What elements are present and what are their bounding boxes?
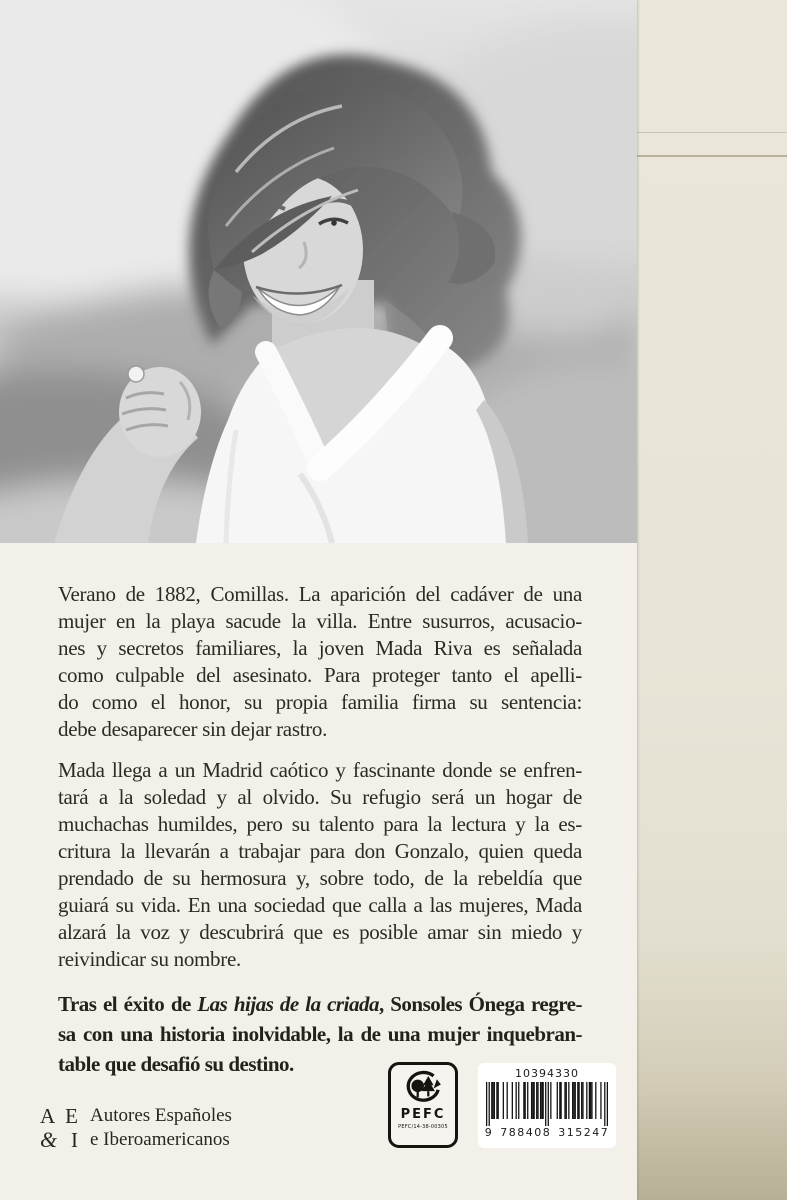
synopsis-line: guiará su vida. En una sociedad que calla a las mujeres, Mada — [58, 893, 582, 917]
backdrop-seam-line — [637, 132, 787, 133]
pefc-label: PEFC — [400, 1107, 446, 1122]
synopsis-paragraph — [58, 757, 582, 973]
pefc-certification-badge — [388, 1062, 458, 1148]
synopsis-line: Verano de 1882, Comillas. La aparición del cadáver de una — [58, 582, 582, 606]
publisher-logo — [40, 1104, 232, 1152]
monogram-ampersand: & — [40, 1127, 58, 1152]
monogram-letter-i: I — [71, 1128, 78, 1152]
synopsis-line: muchachas humildes, pero su talento para la lectura y la es- — [58, 812, 582, 836]
synopsis-line: como culpable del asesinato. Para proteger tanto el apelli- — [58, 663, 582, 687]
ring — [128, 366, 144, 382]
barcode-bars — [486, 1082, 608, 1126]
synopsis-line: tará a la soledad y al olvido. Su refugio será un hogar de — [58, 785, 582, 809]
synopsis-line: do como el honor, su propia familia firma su sentencia: — [58, 690, 582, 714]
barcode-label — [478, 1063, 616, 1148]
publisher-name — [90, 1104, 232, 1152]
synopsis-paragraph — [58, 581, 582, 743]
publisher-monogram — [40, 1104, 80, 1152]
synopsis-line: mujer en la playa sacude la villa. Entre susurros, acusacio- — [58, 609, 582, 633]
synopsis-line: table que desafió su destino. — [58, 1052, 294, 1076]
backdrop — [637, 0, 787, 1200]
publisher-name-line2: e Iberoamericanos — [90, 1129, 230, 1150]
synopsis-line: reivindicar su nombre. — [58, 947, 241, 971]
backdrop-seam-line — [637, 155, 787, 157]
barcode-digit-group: 788408 — [500, 1126, 552, 1139]
monogram-row-2 — [40, 1128, 78, 1152]
barcode-top-number: 10394330 — [515, 1067, 579, 1080]
synopsis-line: alzará la voz y descubrirá que es posible amar sin miedo y — [58, 920, 582, 944]
synopsis — [58, 581, 582, 1093]
pefc-license-number: PEFC/14-38-00305 — [398, 1124, 448, 1130]
synopsis-line: prendado de su hermosura y, sobre todo, de la rebeldía que — [58, 866, 582, 890]
barcode-digit-group: 9 — [484, 1126, 494, 1139]
monogram-letter-a: A — [40, 1104, 56, 1128]
monogram-letter-e: E — [65, 1104, 78, 1128]
barcode-digit-group: 315247 — [558, 1126, 610, 1139]
author-portrait-photo — [0, 0, 637, 543]
synopsis-line: Mada llega a un Madrid caótico y fascinante donde se enfren- — [58, 758, 582, 782]
barcode-isbn-digits — [485, 1126, 610, 1139]
monogram-row-1 — [40, 1104, 78, 1128]
publisher-name-line1: Autores Españoles — [90, 1105, 232, 1126]
synopsis-line: sa con una historia inolvidable, la de una mujer inquebran- — [58, 1022, 582, 1046]
pefc-trees-icon — [403, 1070, 443, 1107]
synopsis-line: nes y secretos familiares, la joven Mada Riva es señalada — [58, 636, 582, 660]
synopsis-line: debe desaparecer sin dejar rastro. — [58, 717, 328, 741]
synopsis-line: Tras el éxito de Las hijas de la criada, Sonsoles Ónega regre- — [58, 992, 582, 1016]
synopsis-line: critura la llevarán a trabajar para don Gonzalo, quien queda — [58, 839, 582, 863]
author-portrait-illustration — [0, 0, 637, 543]
